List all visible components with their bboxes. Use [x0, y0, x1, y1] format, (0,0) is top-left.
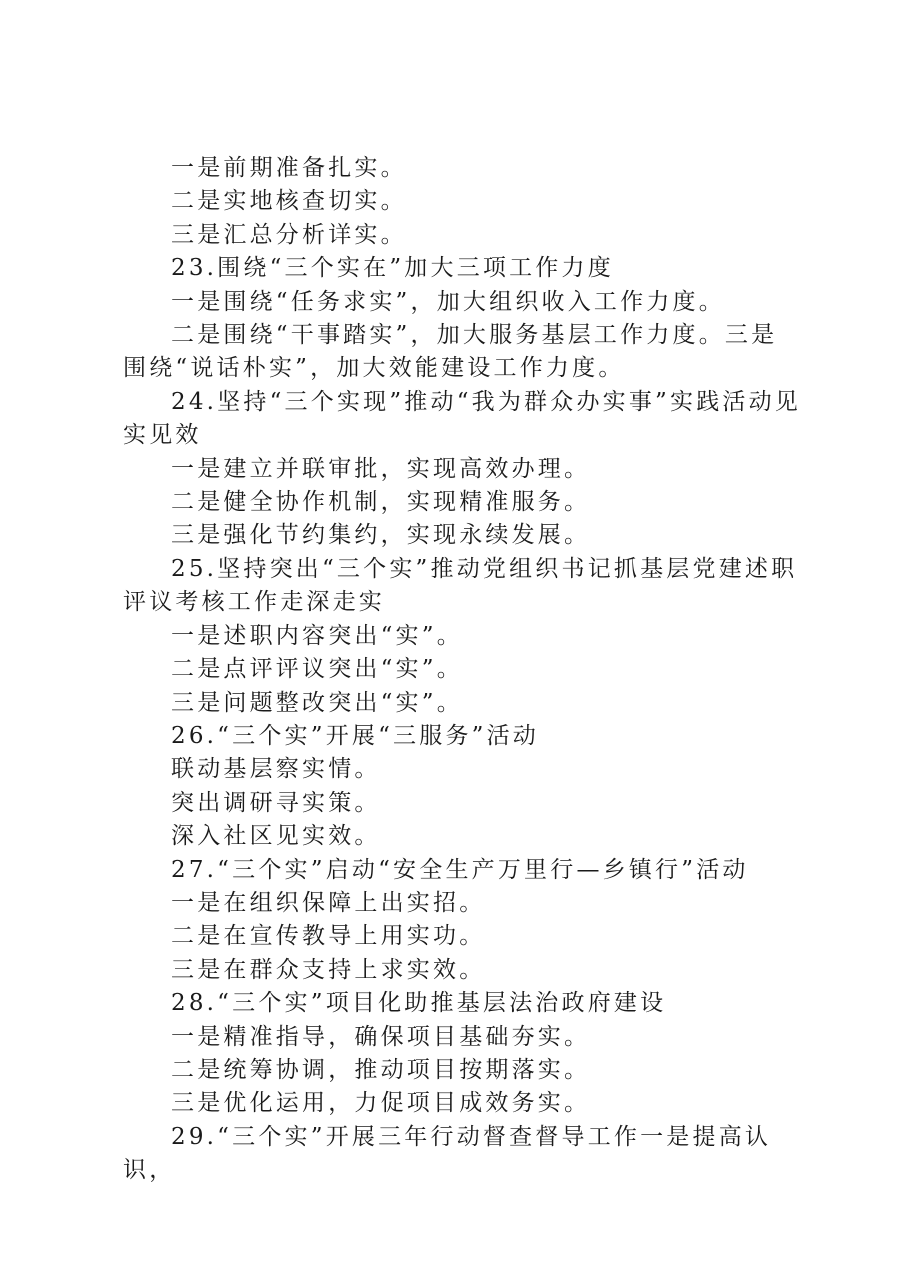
section-heading: 25.坚持突出“三个实”推动党组织书记抓基层党建述职评议考核工作走深走实 — [123, 555, 798, 616]
paragraph: 三是强化节约集约，实现永续发展。 — [171, 522, 591, 549]
paragraph: 一是建立并联审批，实现高效办理。 — [171, 455, 591, 482]
section-heading: 26.“三个实”开展“三服务”活动 — [171, 722, 540, 749]
paragraph: 三是在群众支持上求实效。 — [171, 956, 486, 983]
section-heading: 27.“三个实”启动“安全生产万里行—乡镇行”活动 — [171, 856, 749, 883]
paragraph: 二是统筹协调，推动项目按期落实。 — [171, 1056, 591, 1083]
paragraph: 一是前期准备扎实。 — [171, 155, 407, 181]
paragraph: 二是点评评议突出“实”。 — [171, 656, 463, 683]
paragraph: 一是围绕“任务求实”，加大组织收入工作力度。 — [171, 288, 725, 315]
section-heading: 24.坚持“三个实现”推动“我为群众办实事”实践活动见实见效 — [123, 388, 802, 449]
paragraph: 二是实地核查切实。 — [171, 188, 407, 215]
paragraph: 一是在组织保障上出实招。 — [171, 889, 486, 916]
section-heading: 23.围绕“三个实在”加大三项工作力度 — [171, 255, 614, 282]
paragraph: 二是在宣传教导上用实功。 — [171, 923, 486, 950]
paragraph: 三是问题整改突出“实”。 — [171, 689, 463, 716]
paragraph: 一是述职内容突出“实”。 — [171, 622, 463, 649]
section-heading: 29.“三个实”开展三年行动督查督导工作一是提高认识， — [123, 1123, 772, 1184]
document-body — [123, 152, 803, 1188]
paragraph: 三是优化运用，力促项目成效务实。 — [171, 1090, 591, 1117]
paragraph: 三是汇总分析详实。 — [171, 221, 407, 248]
section-heading: 28.“三个实”项目化助推基层法治政府建设 — [171, 990, 667, 1017]
paragraph: 一是精准指导，确保项目基础夯实。 — [171, 1023, 591, 1050]
paragraph: 联动基层察实情。 — [171, 756, 381, 783]
paragraph: 二是围绕“干事踏实”，加大服务基层工作力度。三是围绕“说话朴实”，加大效能建设工作力度。 — [123, 322, 778, 382]
paragraph: 突出调研寻实策。 — [171, 789, 381, 816]
paragraph: 深入社区见实效。 — [171, 823, 381, 850]
paragraph: 二是健全协作机制，实现精准服务。 — [171, 489, 591, 516]
